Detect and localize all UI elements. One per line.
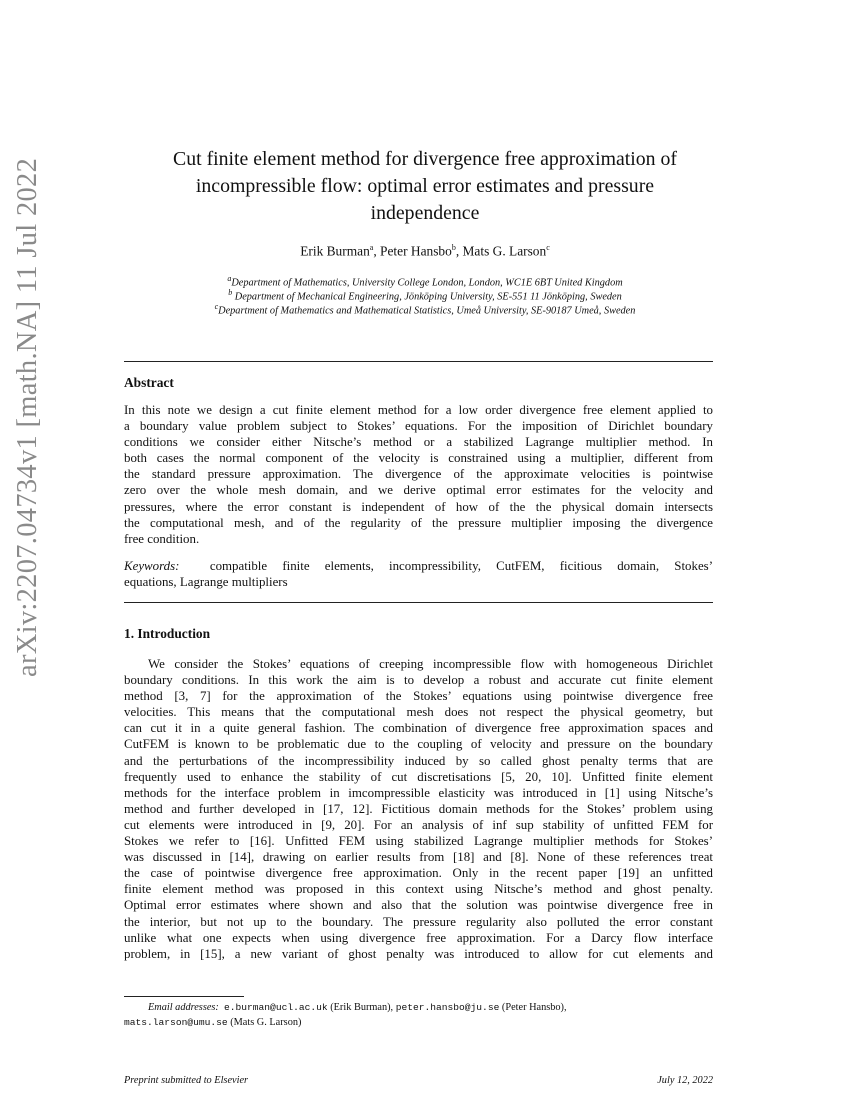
intro-line: unlike what one expects when using divergence free approximation. For a Darcy flow interface: [124, 930, 713, 945]
email-link[interactable]: e.burman@ucl.ac.uk: [224, 1002, 328, 1013]
intro-line: finite element method was proposed in this context using Nitsche’s method and ghost penalty.: [124, 882, 713, 897]
paper-title: [120, 146, 730, 227]
author-mark: b: [451, 243, 456, 252]
footnote-rule: [124, 996, 244, 997]
email-owner: (Peter Hansbo),: [499, 1002, 567, 1013]
abstract-line: free condition.: [124, 531, 200, 546]
abstract-line: a boundary value problem subject to Stokes’ equations. For the imposition of Dirichlet boundary: [124, 419, 713, 434]
intro-line: method [3, 7] for the approximation of the Stokes’ equations using pointwise divergence free: [124, 689, 713, 704]
abstract-body: [124, 402, 713, 547]
title-line: independence: [370, 202, 480, 224]
author-mark: a: [369, 243, 374, 252]
affiliation-mark: a: [227, 274, 232, 283]
intro-line: velocities. This means that the computational mesh does not respect the physical geometry, but: [124, 705, 713, 720]
introduction-body: [124, 656, 713, 962]
email-label: Email addresses:: [148, 1002, 219, 1013]
author-list: Erik Burman$^a$, Peter Hansbo$^b$, Mats G. Larson$^c$: [300, 243, 550, 259]
intro-line: was discussed in [14], drawing on earlier results from [18] and [8]. None of these references treat: [124, 850, 713, 865]
affiliation: [0, 274, 850, 288]
affiliation: [0, 302, 850, 316]
intro-line: frequently used to enhance the stability of cut discretisations [5, 20, 10]. Unfitted finite element: [124, 769, 713, 784]
author-name: Erik Burman: [300, 243, 370, 259]
affiliation-mark: b: [228, 288, 233, 297]
title-line: incompressible flow: optimal error estimates and pressure: [195, 175, 655, 197]
affiliation: [0, 288, 850, 302]
abstract-line: both cases the normal component of the velocity is constrained using a multiplier, different from: [124, 451, 713, 466]
intro-line: the case of pointwise divergence free approximation. Only in the recent paper [19] an unfitted: [124, 866, 713, 881]
intro-line: Optimal error estimates where shown and also that the solution was pointwise divergence free in: [124, 898, 713, 913]
intro-line: Stokes we refer to [16]. Unfitted FEM using stabilized Lagrange multiplier methods for Stokes’: [124, 834, 713, 849]
footnote: [124, 1001, 724, 1030]
abstract-top-rule: [124, 361, 713, 362]
abstract-line: zero over the whole mesh domain, and we derive optimal error estimates for the velocity and: [124, 483, 713, 498]
intro-line: methods for the interface problem in imcompressible elasticity was introduced in [1] using Nitsche’s: [124, 785, 713, 800]
title-line: Cut finite element method for divergence free approximation of: [173, 148, 677, 170]
affiliation-text: Department of Mathematics and Mathematical Statistics, Umeå University, SE-90187 Umeå, Sweden: [218, 305, 636, 317]
footnote-line: [124, 1016, 724, 1031]
affiliation-text: Department of Mathematics, University College London, London, WC1E 6BT United Kingdom: [231, 277, 623, 289]
intro-line: CutFEM is known to be problematic due to the coupling of velocity and pressure on the boundary: [124, 737, 713, 752]
abstract-heading: Abstract: [124, 375, 174, 390]
author-name: Mats G. Larson: [462, 243, 547, 259]
preprint-date: July 12, 2022: [657, 1075, 713, 1086]
keywords-line: [124, 558, 713, 574]
affiliation-text: Department of Mechanical Engineering, Jönköping University, SE-551 11 Jönköping, Sweden: [232, 291, 622, 303]
preprint-note: Preprint submitted to Elsevier: [124, 1075, 249, 1086]
abstract-line: the standard pressure approximation. The divergence of the approximate velocities is pointwise: [124, 467, 713, 482]
intro-line: boundary conditions. In this work the aim is to develop a robust and accurate cut finite element: [124, 673, 713, 688]
intro-line: the interior, but not up to the boundary. The pressure regularity also polluted the error constant: [124, 914, 713, 929]
email-owner: (Erik Burman),: [327, 1002, 396, 1013]
author-mark: c: [546, 243, 550, 252]
intro-line: method and further developed in [17, 12]. Fictitious domain methods for the Stokes’ problem using: [124, 801, 713, 816]
abstract-bottom-rule: [124, 602, 713, 603]
email-link[interactable]: mats.larson@umu.se: [124, 1016, 228, 1028]
author-name: Peter Hansbo: [380, 243, 452, 259]
abstract-line: the computational mesh, and of the regularity of the pressure multiplier imposing the divergence: [124, 515, 713, 530]
intro-line: We consider the Stokes’ equations of creeping incompressible flow with homogeneous Dirichlet: [148, 657, 713, 671]
abstract-line: In this note we design a cut finite element method for a low order divergence free element applied to: [124, 403, 713, 417]
intro-line: and the perturbations of the incompressibility induced by so called ghost penalty terms that are: [124, 753, 713, 768]
intro-line: can cut it in a quite general fashion. The combination of divergence free approximation spaces and: [124, 721, 713, 736]
keywords-label: Keywords:: [124, 559, 180, 573]
abstract-line: conditions we consider either Nitsche’s method or a stabilized Lagrange multiplier method. In: [124, 435, 713, 450]
intro-line: problem, in [15], a new variant of ghost penalty was introduced to allow for cut elements and: [124, 946, 713, 961]
footnote-line: [124, 1001, 724, 1016]
intro-line: cut elements were introduced in [9, 20]. For an analysis of inf sup stability of unfitted FEM for: [124, 817, 713, 832]
affiliation-mark: c: [214, 302, 219, 311]
keywords-line: equations, Lagrange multipliers: [124, 575, 288, 590]
email-link[interactable]: peter.hansbo@ju.se: [395, 1002, 500, 1013]
keywords-text: compatible finite elements, incompressibility, CutFEM, ficitious domain, Stokes’: [209, 559, 713, 573]
introduction-heading: 1. Introduction: [124, 626, 211, 641]
abstract-line: pressures, where the error constant is independent of how of the the physical domain intersects: [124, 499, 713, 514]
arxiv-id: arXiv:2207.04734v1 [math.NA] 11 Jul 2022: [12, 157, 43, 677]
keywords: [124, 558, 713, 590]
email-owner: (Mats G. Larson): [227, 1016, 302, 1028]
